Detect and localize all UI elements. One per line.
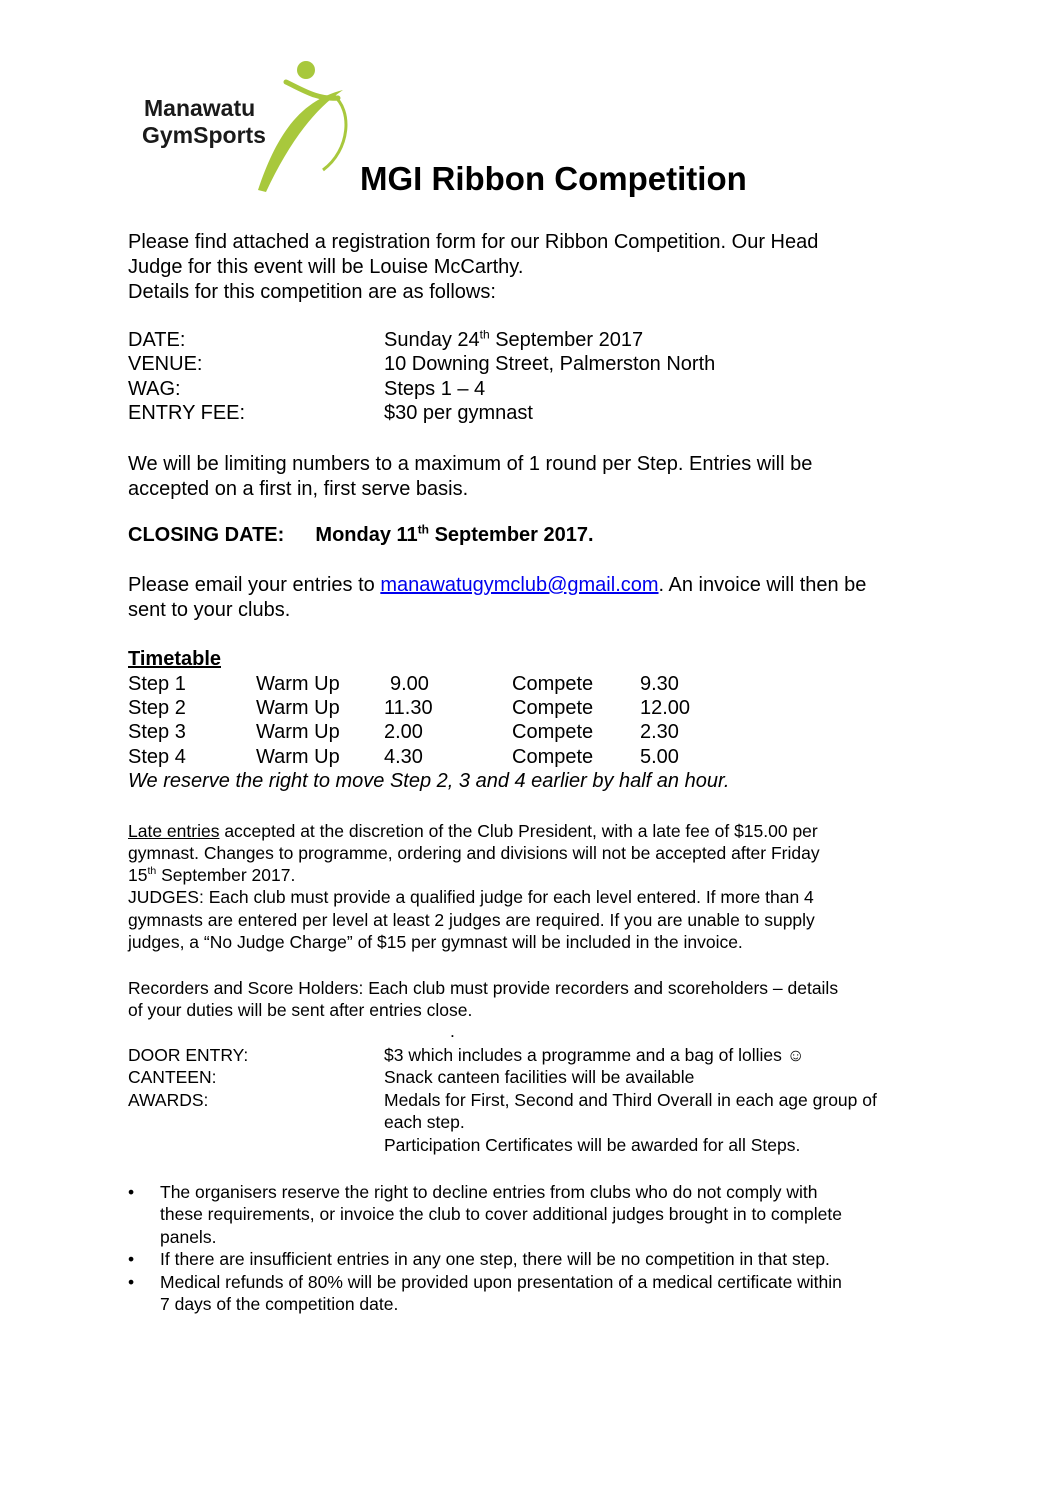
detail-value: $30 per gymnast (384, 402, 533, 424)
timetable-warm: Warm Up (256, 746, 340, 768)
bullet-line: 7 days of the competition date. (160, 1294, 399, 1314)
detail-value: 10 Downing Street, Palmerston North (384, 353, 716, 375)
intro-line-2: Judge for this event will be Louise McCarthy. (128, 256, 524, 278)
bullet-line: Medical refunds of 80% will be provided upon presentation of a medical certificate within (160, 1272, 842, 1292)
extra-label: DOOR ENTRY: (128, 1045, 249, 1065)
timetable-warm-time: 4.30 (384, 746, 423, 768)
bullet-line: these requirements, or invoice the club to cover additional judges brought in to complete (160, 1204, 842, 1224)
timetable-compete-time: 5.00 (640, 746, 679, 768)
limits-line-1: We will be limiting numbers to a maximum of 1 round per Step. Entries will be (128, 453, 813, 475)
intro-line-1: Please find attached a registration form for our Ribbon Competition. Our Head (128, 231, 819, 253)
detail-value: Sunday 24th September 2017 (384, 327, 644, 351)
detail-label: ENTRY FEE: (128, 402, 246, 424)
detail-label: VENUE: (128, 353, 203, 375)
timetable-step: Step 2 (128, 697, 186, 719)
late-line-3: 15th September 2017. (128, 865, 296, 885)
page-title: MGI Ribbon Competition (360, 160, 747, 197)
timetable-warm: Warm Up (256, 673, 340, 695)
bullet-line: The organisers reserve the right to decline entries from clubs who do not comply with (160, 1182, 818, 1202)
timetable-compete: Compete (512, 673, 594, 695)
bullet-icon: • (128, 1182, 135, 1202)
timetable-compete: Compete (512, 697, 594, 719)
timetable-warm-time: 11.30 (384, 697, 433, 719)
timetable-compete-time: 9.30 (640, 673, 679, 695)
logo-line-2: GymSports (142, 122, 266, 148)
timetable-compete: Compete (512, 721, 594, 743)
extra-label: CANTEEN: (128, 1067, 217, 1087)
closing-date: CLOSING DATE: Monday 11th September 2017. (128, 522, 594, 546)
timetable-step: Step 4 (128, 746, 186, 768)
late-line-2: gymnast. Changes to programme, ordering and divisions will not be accepted after Friday (128, 843, 820, 863)
judges-line-1: JUDGES: Each club must provide a qualified judge for each level entered. If more than 4 (128, 887, 814, 907)
recorders-line-1: Recorders and Score Holders: Each club must provide recorders and scoreholders – details (128, 978, 839, 998)
recorders-line-2: of your duties will be sent after entries close. (128, 1000, 473, 1020)
logo-line-1: Manawatu (144, 95, 256, 121)
bullet-line: panels. (160, 1227, 217, 1247)
extra-value: Medals for First, Second and Third Overall in each age group of (384, 1090, 877, 1110)
club-logo (128, 50, 348, 200)
stray-dot: . (450, 1021, 455, 1041)
awards-line-2: each step. (384, 1112, 465, 1132)
bullet-icon: • (128, 1249, 135, 1269)
timetable-step: Step 1 (128, 673, 186, 695)
extra-value: Snack canteen facilities will be available (384, 1067, 695, 1087)
intro-line-3: Details for this competition are as follows: (128, 281, 496, 303)
timetable-warm-time: 2.00 (384, 721, 423, 743)
timetable-compete-time: 2.30 (640, 721, 679, 743)
detail-value: Steps 1 – 4 (384, 378, 486, 400)
timetable-compete-time: 12.00 (640, 697, 691, 719)
awards-line-3: Participation Certificates will be awarded for all Steps. (384, 1135, 801, 1155)
extra-value: $3 which includes a programme and a bag of lollies ☺ (384, 1045, 805, 1065)
timetable-heading: Timetable (128, 648, 221, 670)
email-line-2: sent to your clubs. (128, 599, 291, 621)
detail-label: WAG: (128, 378, 181, 400)
timetable-compete: Compete (512, 746, 594, 768)
timetable-step: Step 3 (128, 721, 186, 743)
bullet-line: If there are insufficient entries in any one step, there will be no competition in that step. (160, 1249, 830, 1269)
timetable-note: We reserve the right to move Step 2, 3 and 4 earlier by half an hour. (128, 770, 730, 792)
limits-line-2: accepted on a first in, first serve basis. (128, 478, 469, 500)
detail-label: DATE: (128, 329, 186, 351)
extra-label: AWARDS: (128, 1090, 209, 1110)
bullet-icon: • (128, 1272, 135, 1292)
email-link[interactable]: manawatugymclub@gmail.com (380, 574, 659, 596)
timetable-warm: Warm Up (256, 697, 340, 719)
timetable-warm-time: 9.00 (390, 673, 429, 695)
timetable-warm: Warm Up (256, 721, 340, 743)
judges-line-3: judges, a “No Judge Charge” of $15 per gymnast will be included in the invoice. (128, 932, 743, 952)
late-line-1: Late entries accepted at the discretion of the Club President, with a late fee of $15.00 per (128, 821, 818, 841)
email-line-1: Please email your entries to manawatugymclub@gmail.com. An invoice will then be (128, 574, 867, 596)
judges-line-2: gymnasts are entered per level at least 2 judges are required. If you are unable to supply (128, 910, 815, 930)
closing-label: CLOSING DATE: (128, 524, 285, 546)
